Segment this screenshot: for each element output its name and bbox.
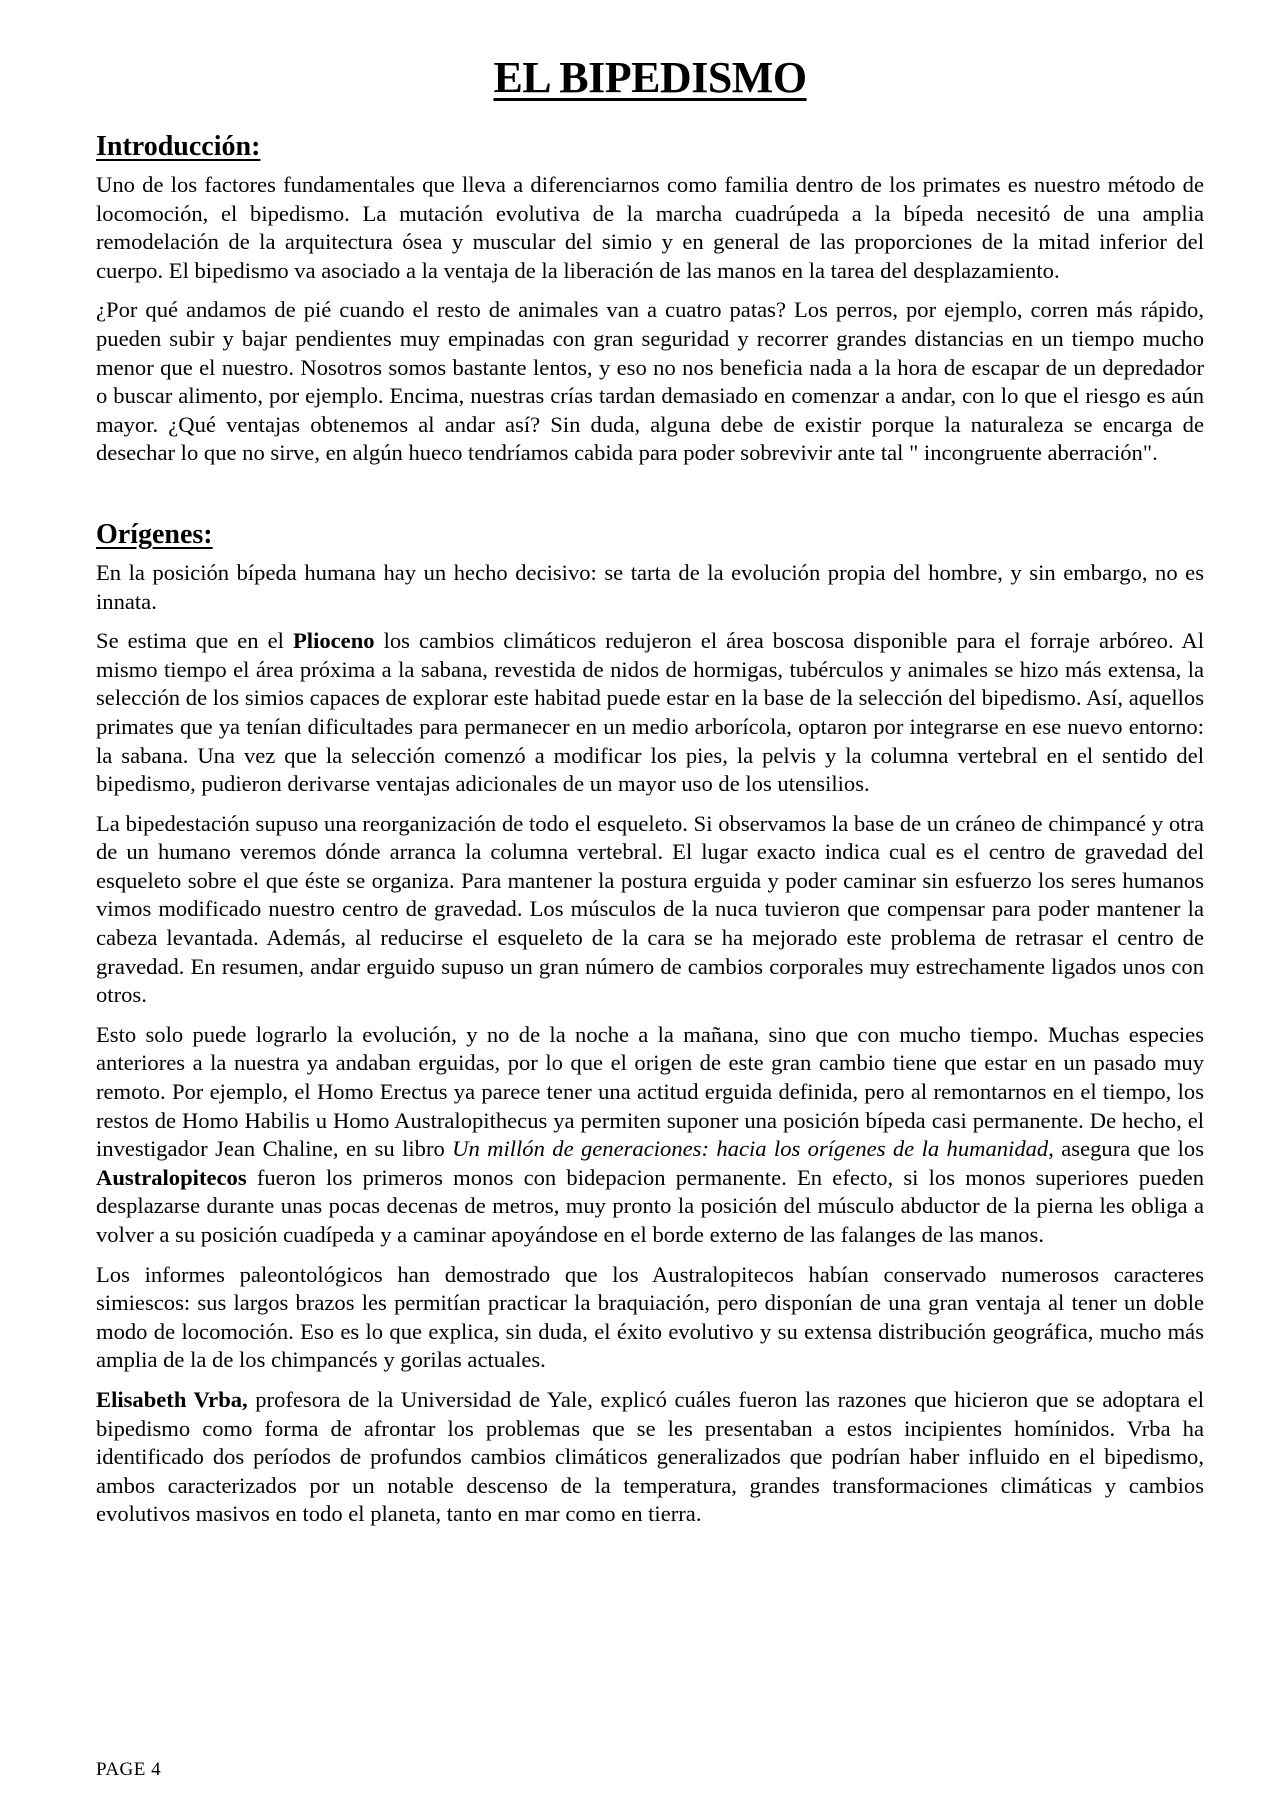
intro-paragraph-1: Uno de los factores fundamentales que lleva a diferenciarnos como familia dentro de los primates es nuestro método de locomoción, el bipedismo. La mutación evolutiva de la marcha cuadrúpeda a la bípeda necesitó de una amplia remodelación de la arquitectura ósea y muscular del simio y en general de las proporciones de la mitad inferior del cuerpo. El bipedismo va asociado a la ventaja de la liberación de las manos en la tarea del desplazamiento. — [96, 172, 1204, 283]
document-title: EL BIPEDISMO — [493, 53, 807, 102]
intro-paragraph-2: ¿Por qué andamos de pié cuando el resto de animales van a cuatro patas? Los perros, por ejemplo, corren más rápido, pueden subir y bajar pendientes muy empinadas con gran seguridad y recorrer grandes distancias en un tiempo mucho menor que el nuestro. Nosotros somos bastante lentos, y eso no nos beneficia nada a la hora de escapar de un depredador o buscar alimento, por ejemplo. Encima, nuestras crías tardan demasiado en comenzar a andar, con lo que el riesgo es aún mayor. ¿Qué ventajas obtenemos al andar así? Sin duda, alguna debe de existir porque la naturaleza se encarga de desechar lo que no sirve, en algún hueco tendríamos cabida para poder sobrevivir ante tal " incongruente aberración". — [96, 297, 1204, 466]
origenes-paragraph-3: La bipedestación supuso una reorganización de todo el esqueleto. Si observamos la base de un cráneo de chimpancé y otra de un humano veremos dónde arranca la columna vertebral. El lugar exacto indica cual es el centro de gravedad del esqueleto sobre el que éste se organiza. Para mantener la postura erguida y poder caminar sin esfuerzo los seres humanos vimos modificado nuestro centro de gravedad. Los músculos de la nuca tuvieron que compensar para poder mantener la cabeza levantada. Además, al reducirse el esqueleto de la cara se ha mejorado este problema de retrasar el centro de gravedad. En resumen, andar erguido supuso un gran número de cambios corporales muy estrechamente ligados unos con otros. — [96, 810, 1204, 1008]
section-heading-origenes: Orígenes: — [96, 518, 213, 550]
text-run: profesora de la Universidad de Yale, explicó cuáles fueron las razones que hicieron que se adoptara el bipedismo como forma de afrontar los problemas que se les presentaban a estos incipientes homínidos. Vrba ha identificado dos períodos de profundos cambios climáticos generalizados que podrían haber influido en el bipedismo, ambos caracterizados por un notable descenso de la temperatura, grandes transformaciones climáticas y cambios evolutivos masivos en todo el planeta, tanto en mar como en tierra. — [96, 1386, 1204, 1527]
text-run: Se estima que en el — [96, 628, 293, 654]
section-heading-introduccion: Introducción: — [96, 131, 261, 162]
origenes-paragraph-4 — [96, 1021, 1204, 1250]
bold-term-australopitecos: Australopitecos — [96, 1164, 247, 1190]
text-run: fueron los primeros monos con bidepacion permanente. En efecto, si los monos superiores pueden desplazarse durante unas pocas decenas de metros, muy pronto la posición del músculo abductor de la pierna les obliga a volver a su posición cuadípeda y a caminar apoyándose en el borde externo de las falanges de las manos. — [96, 1164, 1204, 1247]
bold-term-plioceno: Plioceno — [292, 628, 375, 654]
text-run: los cambios climáticos redujeron el área boscosa disponible para el forraje arbóreo. Al mismo tiempo el área próxima a la sabana, revestida de nidos de hormigas, tubérculos y animales se hizo más extensa, la selección de los simios capaces de explorar este habitad puede estar en la base de la selección del bipedismo. Así, aquellos primates que ya tenían dificultades para permanecer en un medio arborícola, optaron por integrarse en ese nuevo entorno: la sabana. Una vez que la selección comenzó a modificar los pies, la pelvis y la columna vertebral en el sentido del bipedismo, pudieron derivarse ventajas adicionales de un mayor uso de los utensilios. — [96, 628, 1204, 797]
page-number: PAGE 4 — [96, 1759, 162, 1780]
text-run: Esto solo puede lograrlo la evolución, y no de la noche a la mañana, sino que con mucho tiempo. Muchas especies anteriores a la nuestra ya andaban erguidas, por lo que el origen de este gran cambio tiene que estar en un pasado muy remoto. Por ejemplo, el Homo Erectus ya parece tener una actitud erguida definida, pero al remontarnos en el tiempo, los restos de Homo Habilis u Homo Australopithecus ya permiten suponer una posición bípeda casi permanente. De hecho, el investigador Jean Chaline, en su libro — [96, 1021, 1204, 1162]
origenes-paragraph-2 — [96, 627, 1204, 799]
book-title: Un millón de generaciones: hacia los orígenes de la humanidad — [452, 1136, 1049, 1162]
document-page — [96, 52, 1204, 1540]
section-spacer — [96, 479, 1204, 519]
origenes-paragraph-6 — [96, 1386, 1204, 1529]
origenes-paragraph-1: En la posición bípeda humana hay un hecho decisivo: se tarta de la evolución propia del hombre, y sin embargo, no es innata. — [96, 559, 1204, 614]
bold-name-vrba: Elisabeth Vrba, — [96, 1386, 248, 1412]
text-run: , asegura que los — [1048, 1136, 1204, 1162]
origenes-paragraph-5: Los informes paleontológicos han demostrado que los Australopitecos habían conservado numerosos caracteres simiescos: sus largos brazos les permitían practicar la braquiación, pero disponían de una gran ventaja al tener un doble modo de locomoción. Eso es lo que explica, sin duda, el éxito evolutivo y su extensa distribución geográfica, mucho más amplia de la de los chimpancés y gorilas actuales. — [96, 1261, 1204, 1373]
